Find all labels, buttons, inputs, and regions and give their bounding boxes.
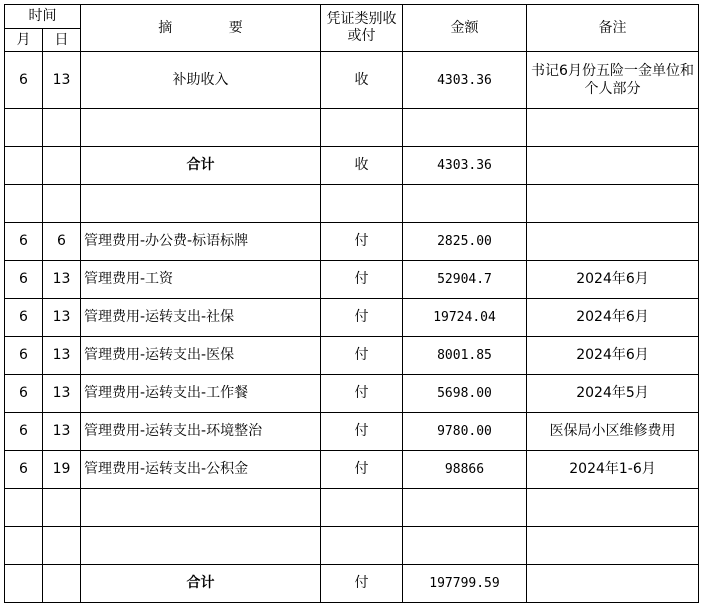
cell-remark: [527, 565, 699, 603]
cell-month: 6: [5, 413, 43, 451]
expense-total-label: 合计: [81, 565, 321, 603]
cell-summary: [81, 109, 321, 147]
cell-day: [43, 109, 81, 147]
cell-amount: 98866: [403, 451, 527, 489]
header-time: 时间: [5, 5, 81, 29]
cell-type: 付: [321, 261, 403, 299]
cell-type: [321, 489, 403, 527]
cell-amount: 5698.00: [403, 375, 527, 413]
cell-amount: 8001.85: [403, 337, 527, 375]
income-total-amount: 4303.36: [403, 147, 527, 185]
table-row: [5, 375, 699, 413]
cell-remark: 2024年6月: [527, 337, 699, 375]
cell-remark: [527, 109, 699, 147]
cell-month: 6: [5, 451, 43, 489]
expense-total-amount: 197799.59: [403, 565, 527, 603]
cell-day: 19: [43, 451, 81, 489]
cell-month: [5, 489, 43, 527]
table-row: [5, 185, 699, 223]
header-row-1: [5, 5, 699, 29]
cell-day: [43, 147, 81, 185]
header-voucher-type: 凭证类别收或付: [321, 5, 403, 52]
cell-remark: [527, 489, 699, 527]
cell-type: [321, 185, 403, 223]
cell-day: [43, 527, 81, 565]
header-day: 日: [43, 29, 81, 52]
cell-month: [5, 109, 43, 147]
table-row: [5, 527, 699, 565]
cell-remark: 2024年6月: [527, 299, 699, 337]
header-remark: 备注: [527, 5, 699, 52]
cell-amount: [403, 527, 527, 565]
cell-summary: 管理费用-运转支出-社保: [81, 299, 321, 337]
cell-amount: [403, 109, 527, 147]
cell-day: 13: [43, 375, 81, 413]
cell-amount: 2825.00: [403, 223, 527, 261]
cell-month: 6: [5, 223, 43, 261]
table-row: [5, 261, 699, 299]
cell-remark: [527, 527, 699, 565]
cell-month: [5, 565, 43, 603]
cell-type: 付: [321, 223, 403, 261]
cell-month: 6: [5, 337, 43, 375]
table-row: [5, 223, 699, 261]
cell-day: 13: [43, 337, 81, 375]
cell-remark: [527, 185, 699, 223]
cell-summary: 补助收入: [81, 52, 321, 109]
cell-day: [43, 565, 81, 603]
cell-day: 13: [43, 261, 81, 299]
cell-day: 13: [43, 413, 81, 451]
cell-amount: [403, 489, 527, 527]
cell-summary: 管理费用-运转支出-医保: [81, 337, 321, 375]
table-row: [5, 52, 699, 109]
cell-day: 6: [43, 223, 81, 261]
expense-total-row: [5, 565, 699, 603]
income-total-type: 收: [321, 147, 403, 185]
table-row: [5, 489, 699, 527]
cell-type: 付: [321, 451, 403, 489]
expense-total-type: 付: [321, 565, 403, 603]
cell-type: 付: [321, 413, 403, 451]
cell-summary: [81, 527, 321, 565]
cell-type: 付: [321, 299, 403, 337]
table-row: [5, 451, 699, 489]
header-month: 月: [5, 29, 43, 52]
cell-remark: 书记6月份五险一金单位和个人部分: [527, 52, 699, 109]
cell-month: 6: [5, 261, 43, 299]
table-row: [5, 109, 699, 147]
cell-month: 6: [5, 375, 43, 413]
cell-remark: 2024年6月: [527, 261, 699, 299]
income-total-label: 合计: [81, 147, 321, 185]
header-amount: 金额: [403, 5, 527, 52]
cell-month: 6: [5, 52, 43, 109]
cell-summary: 管理费用-工资: [81, 261, 321, 299]
table-row: [5, 337, 699, 375]
cell-remark: 2024年5月: [527, 375, 699, 413]
table-row: [5, 413, 699, 451]
cell-remark: [527, 147, 699, 185]
cell-summary: 管理费用-运转支出-环境整治: [81, 413, 321, 451]
cell-amount: 9780.00: [403, 413, 527, 451]
cell-amount: [403, 185, 527, 223]
cell-summary: 管理费用-办公费-标语标牌: [81, 223, 321, 261]
cell-month: [5, 185, 43, 223]
cell-remark: [527, 223, 699, 261]
cell-amount: 52904.7: [403, 261, 527, 299]
cell-type: 付: [321, 375, 403, 413]
cell-day: [43, 185, 81, 223]
cell-type: [321, 527, 403, 565]
cell-type: 付: [321, 337, 403, 375]
cell-month: [5, 147, 43, 185]
cell-summary: [81, 185, 321, 223]
cell-amount: 4303.36: [403, 52, 527, 109]
cell-type: 收: [321, 52, 403, 109]
cell-remark: 医保局小区维修费用: [527, 413, 699, 451]
cell-type: [321, 109, 403, 147]
cell-day: 13: [43, 299, 81, 337]
table-row: [5, 299, 699, 337]
income-total-row: [5, 147, 699, 185]
cell-summary: 管理费用-运转支出-工作餐: [81, 375, 321, 413]
cell-month: [5, 527, 43, 565]
header-summary: 摘 要: [81, 5, 321, 52]
cell-remark: 2024年1-6月: [527, 451, 699, 489]
cell-month: 6: [5, 299, 43, 337]
cell-summary: 管理费用-运转支出-公积金: [81, 451, 321, 489]
cell-summary: [81, 489, 321, 527]
ledger-table: [4, 4, 699, 603]
cell-day: [43, 489, 81, 527]
cell-day: 13: [43, 52, 81, 109]
cell-amount: 19724.04: [403, 299, 527, 337]
